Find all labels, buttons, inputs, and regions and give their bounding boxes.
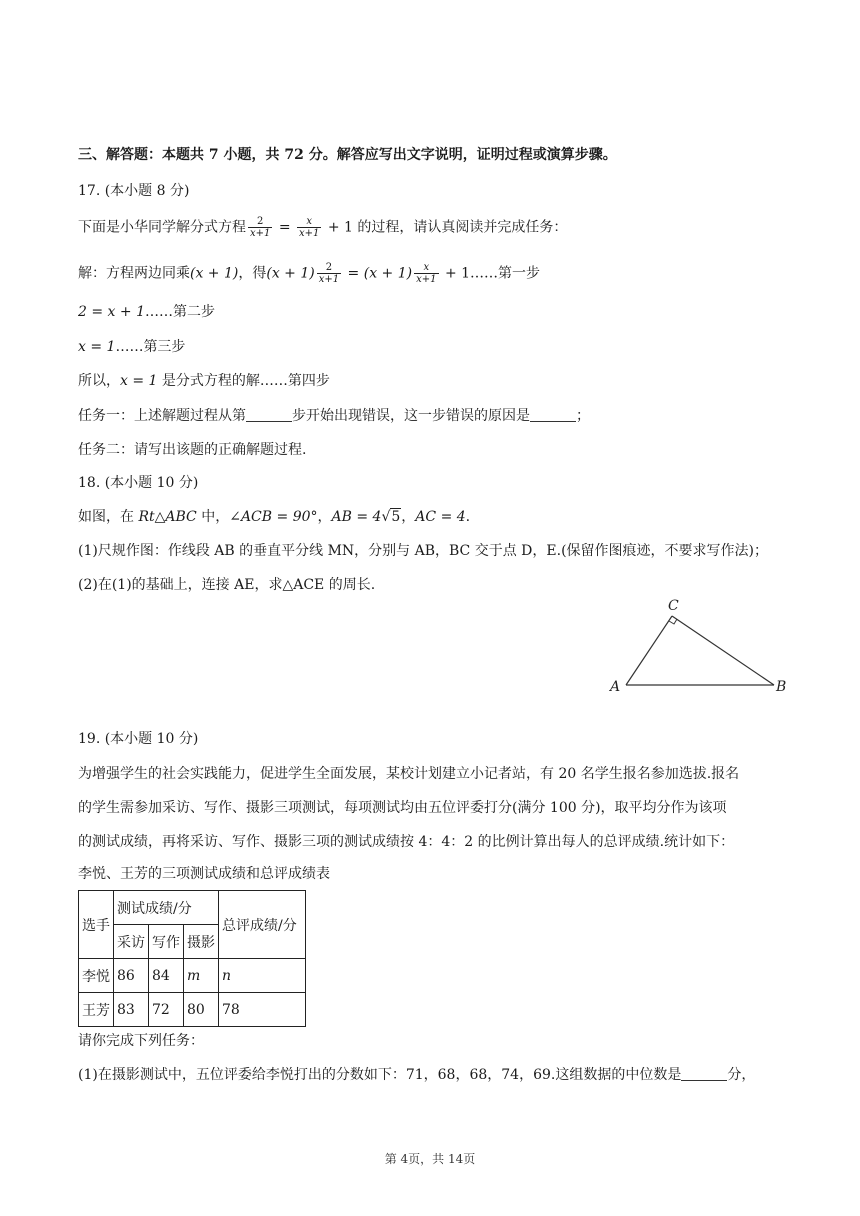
q18-part1: (1)尺规作图：作线段 AB 的垂直平分线 MN，分别与 AB，BC 交于点 D，E.(保留作图痕迹，不要求写作法)； <box>78 543 768 559</box>
cell-writing: 72 <box>149 993 184 1027</box>
cell-total: 78 <box>219 993 306 1027</box>
q17-task1 <box>78 406 590 426</box>
given-ac: AC = 4 <box>415 509 466 525</box>
given-pre: 如图，在 <box>78 509 139 525</box>
given-ab: AB = 4 <box>331 509 382 525</box>
side-ac <box>626 616 672 685</box>
q17-intro-post: 的过程，请认真阅读并完成任务： <box>357 219 568 236</box>
q17-task2: 任务二：请写出该题的正确解题过程. <box>78 442 307 458</box>
q19-para2: 的学生需参加采访、写作、摄影三项测试，每项测试均由五位评委打分(满分 100 分)，取平均分作为该项 <box>78 800 727 816</box>
q19-tasks-intro: 请你完成下列任务： <box>78 1033 204 1049</box>
q18-title: 18. (本小题 10 分) <box>78 475 199 491</box>
step1-fraction-right: $\frac{x}{x+1}$ <box>416 262 437 285</box>
task1-part-a: 任务一：上述解题过程从第 <box>78 408 246 424</box>
step1-fraction-left: $\frac{2}{x+1}$ <box>318 262 340 285</box>
cell-photo: m <box>184 959 219 993</box>
task1-part-c: ； <box>576 408 590 424</box>
step1-post: ……第一步 <box>470 265 541 282</box>
step2-tag: ……第二步 <box>144 304 215 320</box>
header-writing: 写作 <box>149 925 184 959</box>
answer-blank[interactable] <box>246 407 292 422</box>
header-total: 总评成绩/分 <box>219 891 306 959</box>
cell-name: 李悦 <box>79 959 114 993</box>
cell-name: 王芳 <box>79 993 114 1027</box>
step1-factor: (x + 1) <box>190 265 239 282</box>
table-caption: 李悦、王芳的三项测试成绩和总评成绩表 <box>78 866 330 882</box>
task1-part-b: 步开始出现错误，这一步错误的原因是 <box>292 408 530 424</box>
header-photo: 摄影 <box>184 925 219 959</box>
given-root: 5 <box>391 509 401 525</box>
given-mid: 中， <box>196 509 230 525</box>
step2-eq: 2 = x + 1 <box>78 304 145 320</box>
scores-table <box>78 890 306 1027</box>
step4-pre: 所以， <box>78 373 120 389</box>
step4-post: 是分式方程的解……第四步 <box>157 373 330 389</box>
q17-step1: 解：方程两边同乘(x + 1)，得(x + 1) $\frac{2}{x+1}$ = (x + 1) $\frac{x}{x+1}$ + 1……第一步 <box>78 262 541 285</box>
header-test-scores: 测试成绩/分 <box>114 891 219 925</box>
step1-pre: 解：方程两边同乘 <box>78 265 190 282</box>
cell-photo: 80 <box>184 993 219 1027</box>
table-row <box>79 959 306 993</box>
answer-blank[interactable] <box>681 1066 727 1081</box>
given-angle: ∠ACB = 90° <box>229 509 318 525</box>
vertex-label-c: C <box>668 598 679 614</box>
vertex-label-b: B <box>776 679 787 695</box>
cell-interview: 86 <box>114 959 149 993</box>
fraction-x-over-x-plus-1: $\frac{x}{x+1}$ <box>299 216 320 239</box>
q19-title: 19. (本小题 10 分) <box>78 731 199 747</box>
q17-step4 <box>78 371 330 391</box>
q19-task1-tail: 分， <box>727 1067 756 1083</box>
header-interview: 采访 <box>114 925 149 959</box>
q19-para1: 为增强学生的社会实践能力，促进学生全面发展，某校计划建立小记者站，有 20 名学生报名参加选拔.报名 <box>78 766 740 782</box>
table-header-row <box>79 891 306 925</box>
answer-blank[interactable] <box>530 407 576 422</box>
cell-writing: 84 <box>149 959 184 993</box>
triangle-figure <box>600 592 800 702</box>
q19-task1 <box>78 1065 755 1085</box>
q17-step3 <box>78 337 185 357</box>
q17-step2 <box>78 302 215 322</box>
q19-task1-text: (1)在摄影测试中，五位评委给李悦打出的分数如下：71，68，68，74，69.这组数据的中位数是 <box>78 1067 682 1083</box>
page-footer: 第 4页，共 14页 <box>384 1152 476 1166</box>
side-bc <box>672 616 774 685</box>
step3-tag: ……第三步 <box>115 339 186 355</box>
header-player: 选手 <box>79 891 114 959</box>
cell-interview: 83 <box>114 993 149 1027</box>
q19-para3: 的测试成绩，再将采访、写作、摄影三项的测试成绩按 4：4：2 的比例计算出每人的总评成绩.统计如下： <box>78 834 735 850</box>
q17-intro-pre: 下面是小华同学解分式方程 <box>78 219 246 236</box>
table-row <box>79 993 306 1027</box>
sqrt-symbol: √5 <box>381 509 401 525</box>
q17-title: 17. (本小题 8 分) <box>78 183 190 199</box>
q18-given: 如图，在 Rt△ABC 中，∠ACB = 90°，AB = 4√5，AC = 4. <box>78 509 471 525</box>
fraction-2-over-x-plus-1: $\frac{2}{x+1}$ <box>250 216 271 239</box>
step1-mid: ，得 <box>238 265 267 282</box>
section-header: 三、解答题：本题共 7 小题，共 72 分。解答应写出文字说明，证明过程或演算步骤。 <box>78 147 617 163</box>
step4-eq: x = 1 <box>120 373 158 389</box>
q17-intro: 下面是小华同学解分式方程 $\frac{2}{x+1}$ = $\frac{x}{x+1}$ + 1 的过程，请认真阅读并完成任务： <box>78 216 568 239</box>
q18-part2: (2)在(1)的基础上，连接 AE，求△ACE 的周长. <box>78 577 376 593</box>
given-triangle: Rt△ABC <box>138 509 197 525</box>
cell-total: n <box>219 959 306 993</box>
vertex-label-a: A <box>610 679 621 695</box>
step3-eq: x = 1 <box>78 339 116 355</box>
